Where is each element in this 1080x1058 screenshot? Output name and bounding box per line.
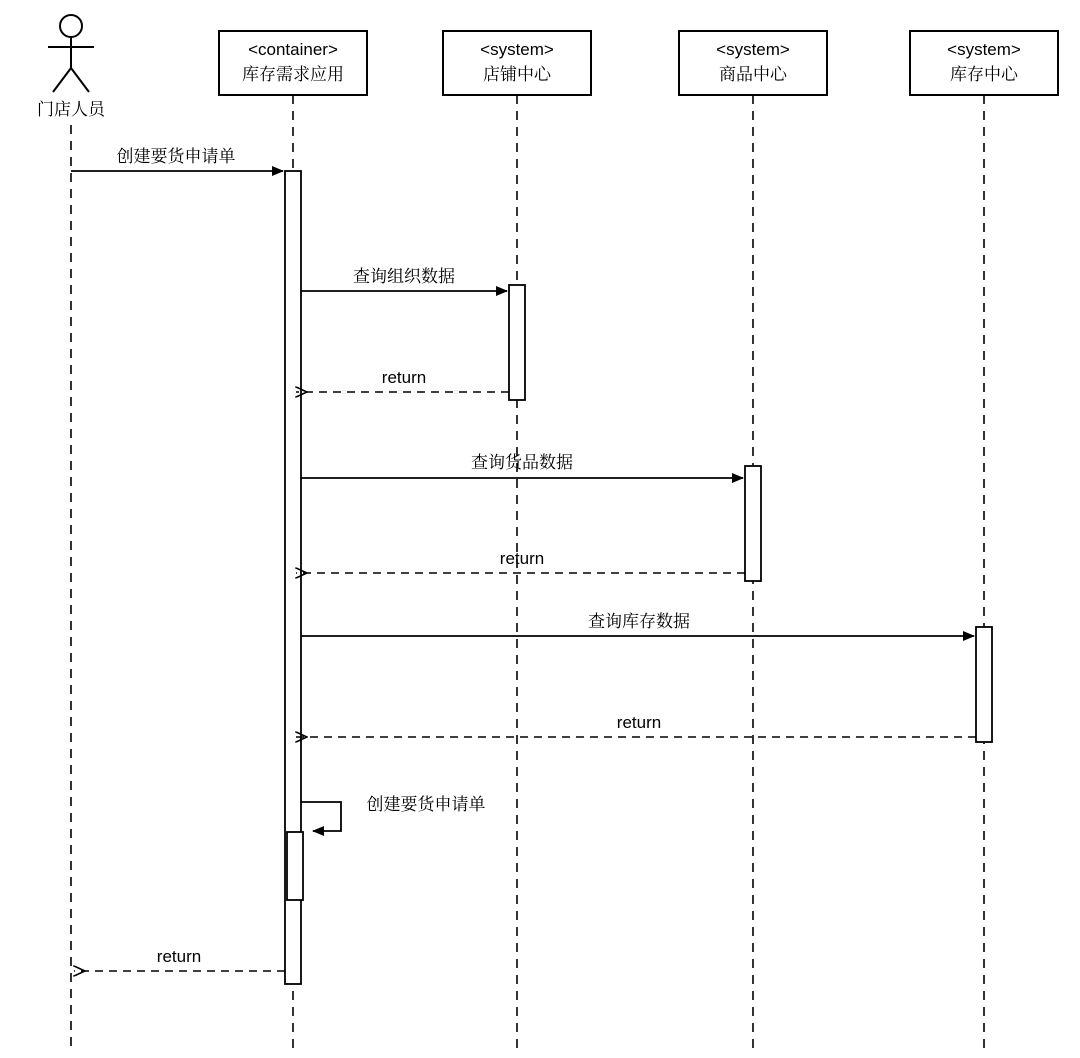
message-label: return bbox=[499, 549, 545, 568]
participant-name: 店铺中心 bbox=[483, 65, 551, 84]
participant-name: 库存中心 bbox=[950, 65, 1018, 84]
message-arrow-self bbox=[301, 802, 341, 831]
message-创建要货申请单-initial bbox=[71, 147, 283, 171]
message-label: 创建要货申请单 bbox=[366, 795, 486, 814]
stick-figure-icon-head bbox=[60, 15, 82, 37]
stick-figure-icon-left-leg bbox=[53, 68, 71, 92]
participant-stereotype: <system> bbox=[947, 40, 1021, 59]
activation-bar-库存中心 bbox=[976, 627, 992, 742]
message-label: return bbox=[616, 713, 662, 732]
message-label: 查询库存数据 bbox=[588, 612, 690, 631]
message-创建要货申请单-self bbox=[287, 795, 486, 900]
message-查询库存数据 bbox=[301, 612, 974, 636]
message-return-店铺中心 bbox=[296, 368, 509, 392]
message-查询组织数据 bbox=[301, 267, 507, 291]
message-label: return bbox=[156, 947, 202, 966]
participant-stereotype: <system> bbox=[480, 40, 554, 59]
message-查询货品数据 bbox=[301, 453, 743, 478]
message-label: 创建要货申请单 bbox=[116, 147, 236, 166]
activation-bar-self bbox=[287, 832, 303, 900]
participant-name: 库存需求应用 bbox=[242, 65, 344, 84]
activation-bar-商品中心 bbox=[745, 466, 761, 581]
message-return-actor bbox=[74, 947, 285, 971]
actor-label: 门店人员 bbox=[37, 100, 105, 119]
participant-商品中心 bbox=[679, 31, 827, 1048]
message-label: return bbox=[381, 368, 427, 387]
participant-stereotype: <system> bbox=[716, 40, 790, 59]
stick-figure-icon-right-leg bbox=[71, 68, 89, 92]
message-label: 查询组织数据 bbox=[353, 267, 455, 286]
participant-库存中心 bbox=[910, 31, 1058, 1048]
message-label: 查询货品数据 bbox=[471, 453, 573, 472]
message-return-商品中心 bbox=[296, 549, 745, 573]
participant-stereotype: <container> bbox=[248, 40, 338, 59]
activation-bar-店铺中心 bbox=[509, 285, 525, 400]
message-return-库存中心 bbox=[296, 713, 976, 737]
actor-门店人员 bbox=[37, 15, 107, 1048]
participant-name: 商品中心 bbox=[719, 65, 787, 84]
participant-店铺中心 bbox=[443, 31, 591, 1048]
